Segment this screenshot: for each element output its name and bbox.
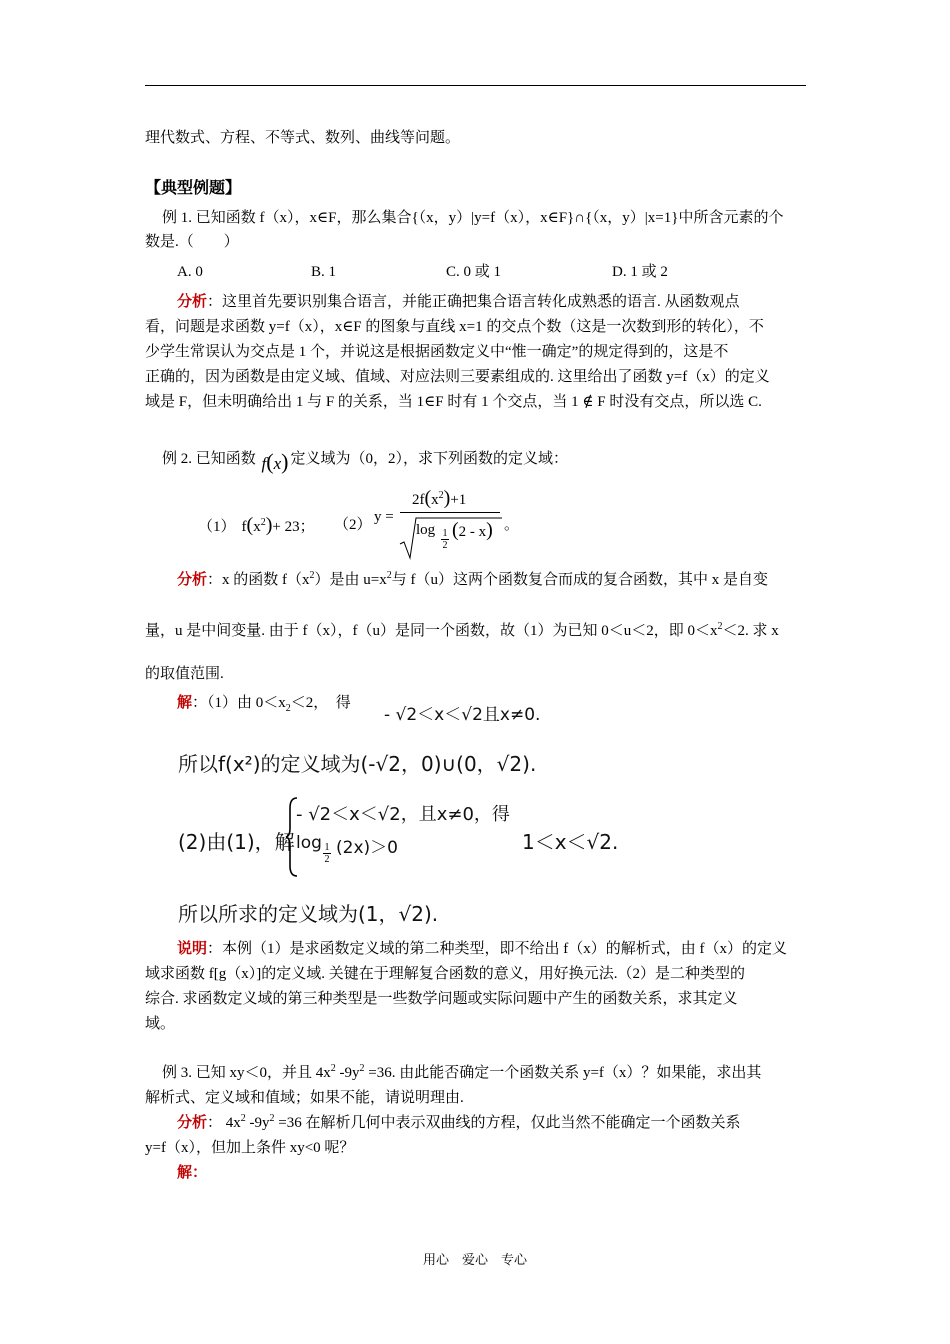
ex1-analysis-line1: 分析：这里首先要识别集合语言，并能正确把集合语言转化成熟悉的语言. 从函数观点 xyxy=(177,294,740,310)
ex2-solution-part2-prefix: (2)由(1)，解 xyxy=(178,830,295,854)
ex2-analysis-line2: 量，u 是中间变量. 由于 f（x），f（u）是同一个函数，故（1）为已知 0＜u＜2，即 $0<x^2<2$. 求 x xyxy=(145,621,779,639)
ex2-part2-label: （2） xyxy=(334,517,372,533)
ex1-analysis-line4: 正确的，因为函数是由定义域、值域、对应法则三要素组成的. 这里给出了函数 y=f（x）的定义 xyxy=(145,369,770,385)
ex2-part2-end: 。 xyxy=(504,517,520,533)
ex1-analysis-label: 分析 xyxy=(177,294,208,310)
ex2-solution-line1: 解：（1）由 $0<x_2<2$， 得 xyxy=(177,695,351,714)
ex3-line1: 例 3. 已知 xy＜0，并且 $4x^2$ $-9y^2 =36$. 由此能否确定一个函数关系 y=f（x）？如果能，求出其 xyxy=(162,1063,762,1081)
ex2-solution-domain1: 所以f(x²)的定义域为(-√2，0)∪(0，√2). xyxy=(178,752,537,776)
ex1-choice-c: C. 0 或 1 xyxy=(446,264,502,280)
ex2-part2-y: y = xyxy=(374,509,394,525)
ex2-solution-ineq: - √2＜x＜√2且x≠0. xyxy=(384,705,541,725)
ex3-analysis-line1: 分析： $4x^2$ $-9y^2 =36$ 在解析几何中表示双曲线的方程，仅此当然不能确定一个函数关系 xyxy=(177,1113,741,1131)
ex1-choice-a: A. 0 xyxy=(177,264,203,280)
intro-line: 理代数式、方程、不等式、数列、曲线等问题。 xyxy=(145,130,461,146)
ex2-part2-denominator: log xyxy=(416,522,436,538)
ex2-log-base: 1 2 xyxy=(442,528,448,551)
ex2-analysis-line1: 分析：x 的函数 $f(x^2)$是由 $u=x^2$与 f（u）这两个函数复合而成的复合函数，其中 x 是自变 xyxy=(177,570,768,588)
ex2-solution-domain2: 所以所求的定义域为(1，√2). xyxy=(178,902,439,926)
system-line1: - √2＜x＜√2，且x≠0，得 xyxy=(296,804,510,825)
ex2-line1: 例 2. 已知函数 f(x) 定义域为（0，2），求下列函数的定义域： xyxy=(162,449,568,474)
ex3-solution: 解： xyxy=(177,1165,208,1181)
ex2-note-line1: 说明：本例（1）是求函数定义域的第二种类型，即不给出 f（x）的解析式，由 f（x）的定义 xyxy=(177,941,788,957)
ex2-note-line2: 域求函数 f[g（x）]的定义域. 关键在于理解复合函数的意义，用好换元法.（2）是二种类型的 xyxy=(145,966,745,982)
ex1-analysis-line2: 看，问题是求函数 y=f（x），x∈F 的图象与直线 x=1 的交点个数（这是一次数到形的转化），不 xyxy=(145,319,764,335)
ex2-fraction-bar xyxy=(400,512,500,513)
ex2-part1: （1） $f(x^2)+ 23$； xyxy=(198,514,315,536)
ex1-choice-d: D. 1 或 2 xyxy=(612,264,668,280)
ex2-log-arg: (2 - x) xyxy=(452,519,493,541)
page-footer: 用心 爱心 专心 xyxy=(422,1252,527,1267)
system-log-base: 1 2 xyxy=(324,842,330,865)
ex2-part2-numerator: $2f(x^2)+1$ xyxy=(412,487,467,509)
ex1-line2: 数是.（ ） xyxy=(145,234,239,250)
header-rule xyxy=(145,85,806,86)
ex1-choice-b: B. 1 xyxy=(311,264,337,280)
ex3-analysis-line2: y=f（x），但加上条件 xy<0 呢？ xyxy=(145,1140,355,1156)
ex1-analysis-line3: 少学生常误认为交点是 1 个，并说这是根据函数定义中“惟一确定”的规定得到的，这是不 xyxy=(145,344,729,360)
system-line2: log xyxy=(296,833,322,853)
ex2-note-line4: 域。 xyxy=(145,1016,176,1032)
section-heading: 【典型例题】 xyxy=(145,178,242,197)
ex2-note-line3: 综合. 求函数定义域的第三种类型是一些数学问题或实际问题中产生的函数关系，求其定义 xyxy=(145,991,738,1007)
ex1-line1: 例 1. 已知函数 f（x），x∈F，那么集合{（x，y）|y=f（x），x∈F}∩{（x，y）|x=1}中所含元素的个 xyxy=(162,210,784,226)
ex1-analysis-line5: 域是 F，但未明确给出 1 与 F 的关系，当 1∈F 时有 1 个交点，当 1 ∉ F 时没有交点，所以选 C. xyxy=(145,394,762,410)
ex2-solution-result: 1＜x＜√2. xyxy=(522,830,619,854)
ex2-analysis-line3: 的取值范围. xyxy=(145,666,224,682)
ex2-fx: f(x) xyxy=(261,449,289,474)
system-line2-tail: (2x)＞0 xyxy=(336,838,398,858)
ex3-line2: 解析式、定义域和值域；如果不能，请说明理由. xyxy=(145,1090,464,1106)
